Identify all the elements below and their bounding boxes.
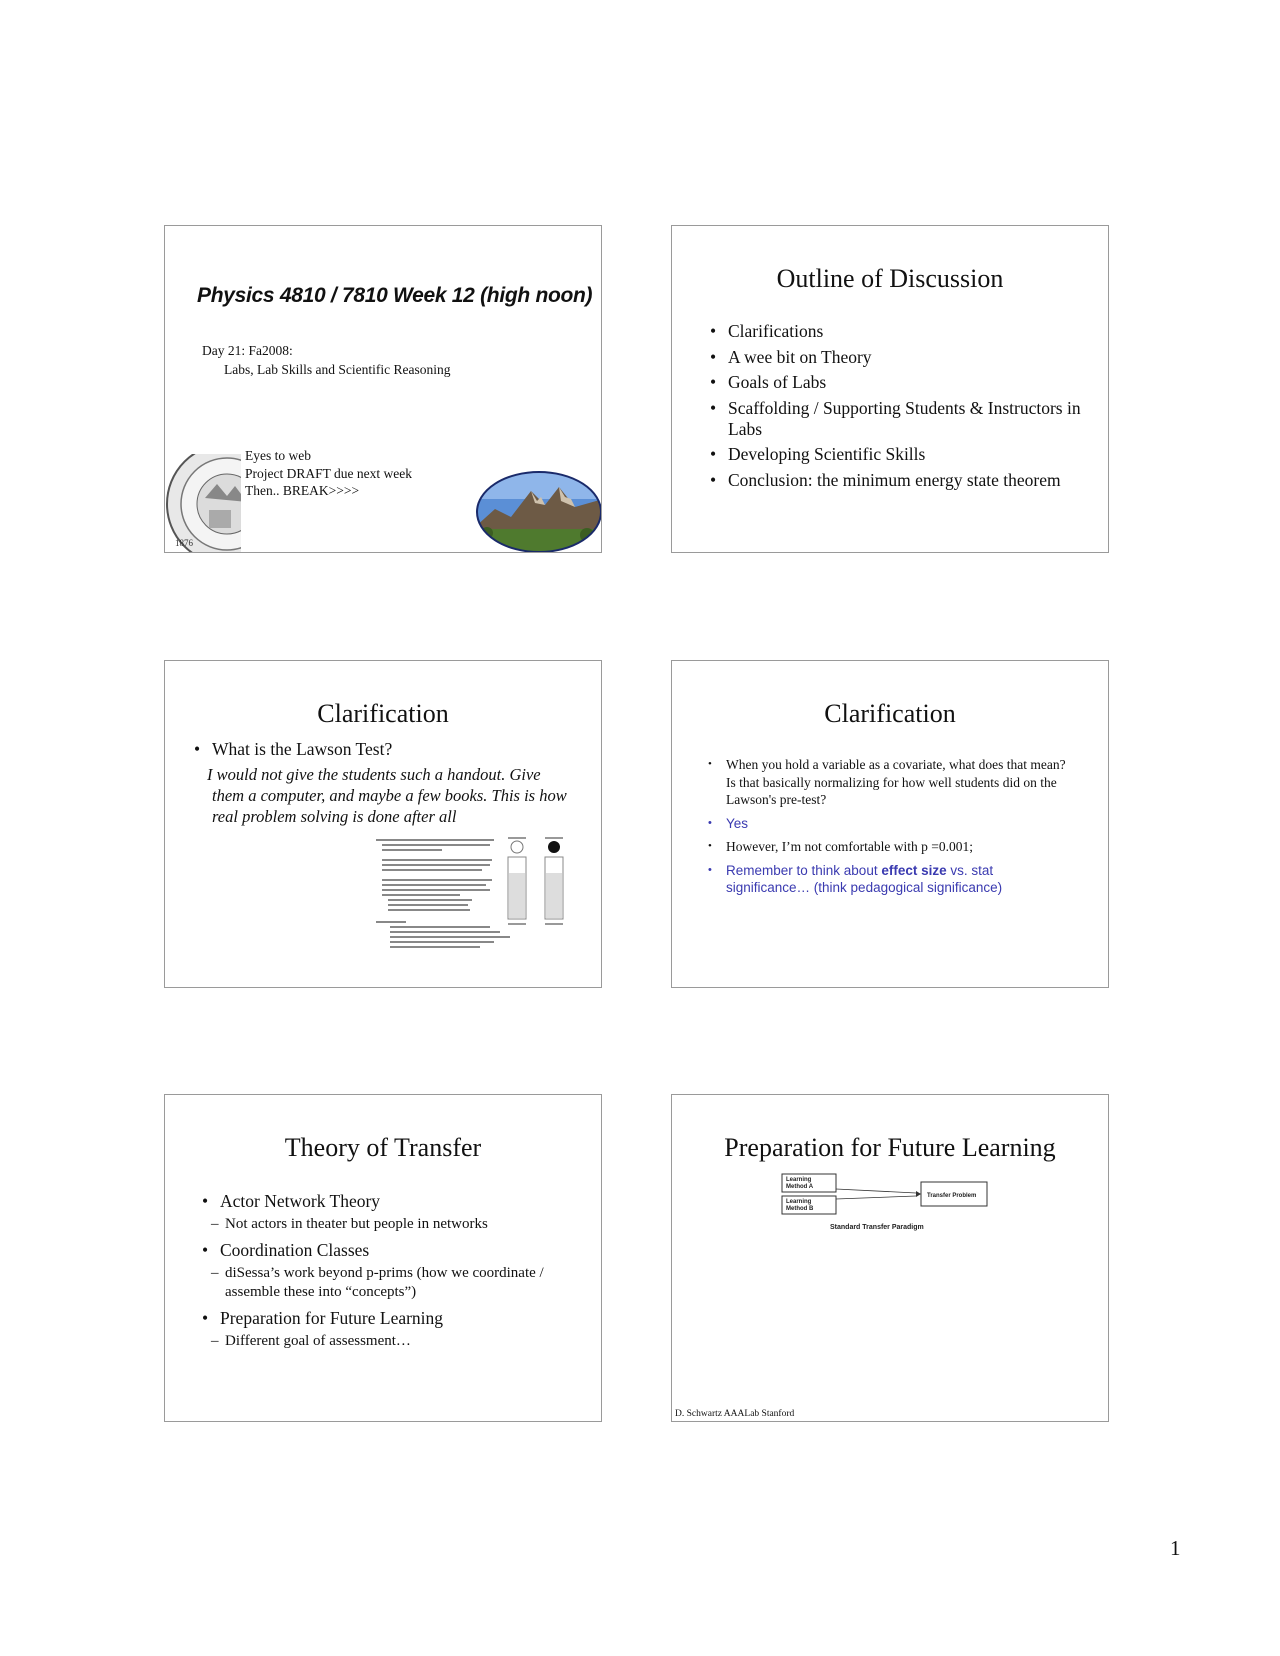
sub-item: – Different goal of assessment… [211,1332,581,1351]
list-item: • Yes [708,815,1078,833]
svg-text:1876: 1876 [175,538,193,548]
emphasis: effect size [881,862,947,878]
text-span: vs. stat significance… (think pedagogical significance) [726,862,1003,895]
transfer-paradigm-diagram [780,1171,990,1241]
slide-notes [245,447,412,500]
slide-4 [671,660,1109,988]
box-b-line2: Method B [786,1206,814,1212]
box-a-line1: Learning [786,1177,812,1183]
sub-item: – Not actors in theater but people in networks [211,1215,581,1234]
slide-title: Theory of Transfer [284,1133,482,1162]
lawson-question: • What is the Lawson Test? [194,739,392,760]
transfer-list [202,1191,581,1357]
slide-title: Clarification [317,699,449,728]
note-line: Then.. BREAK>>>> [245,483,360,498]
slide-day-info [202,341,450,379]
list-item: • Preparation for Future Learning [202,1308,581,1328]
slide-5 [164,1094,602,1422]
list-item: • When you hold a variable as a covariate, what does that mean? Is that basically normalizing for how well students did on the Lawson's pre-test? [708,756,1078,809]
slide-3 [164,660,602,988]
perc-logo-icon [475,469,602,553]
box-b-line1: Learning [786,1199,812,1205]
slide-title: Preparation for Future Learning [724,1133,1056,1162]
slide-6 [671,1094,1109,1422]
university-seal-icon [165,454,241,553]
credit-line: D. Schwartz AAALab Stanford [675,1409,795,1419]
slide-2 [671,225,1109,553]
target-label: Transfer Problem [927,1193,977,1199]
list-item: • Scaffolding / Supporting Students & Instructors in Labs [710,398,1088,440]
box-a-line2: Method A [786,1184,814,1190]
diagram-caption: Standard Transfer Paradigm [830,1224,924,1231]
list-item: • However, I’m not comfortable with p =0.001; [708,838,1078,856]
page-number: 1 [1170,1536,1181,1560]
list-item: • Conclusion: the minimum energy state theorem [710,470,1088,491]
list-item: • Coordination Classes [202,1240,581,1260]
outline-list [710,321,1088,495]
day-subtitle: Labs, Lab Skills and Scientific Reasoning [224,362,451,377]
list-item: • Developing Scientific Skills [710,444,1088,465]
day-line: Day 21: Fa2008: [202,343,293,358]
slide-1 [164,225,602,553]
note-line: Project DRAFT due next week [245,465,412,481]
slide-title: Physics 4810 / 7810 Week 12 (high noon) [197,284,593,307]
list-item: • Goals of Labs [710,372,1088,393]
note-line: Eyes to web [245,448,311,463]
list-item: • Clarifications [710,321,1088,342]
handout-thumbnail-icon [370,833,575,985]
list-item: • A wee bit on Theory [710,347,1088,368]
sub-item: – diSessa’s work beyond p-prims (how we coordinate / assemble these into “concepts”) [211,1264,581,1302]
clarification-list [708,756,1078,903]
slide-title: Outline of Discussion [776,264,1004,293]
quote-text: I would not give the students such a handout. Give them a computer, and maybe a few books. This is how real problem solving is done after all [207,765,567,826]
list-item [708,862,1078,897]
text-span: Remember to think about [726,862,882,878]
slide-title: Clarification [824,699,956,728]
list-item: • Actor Network Theory [202,1191,581,1211]
